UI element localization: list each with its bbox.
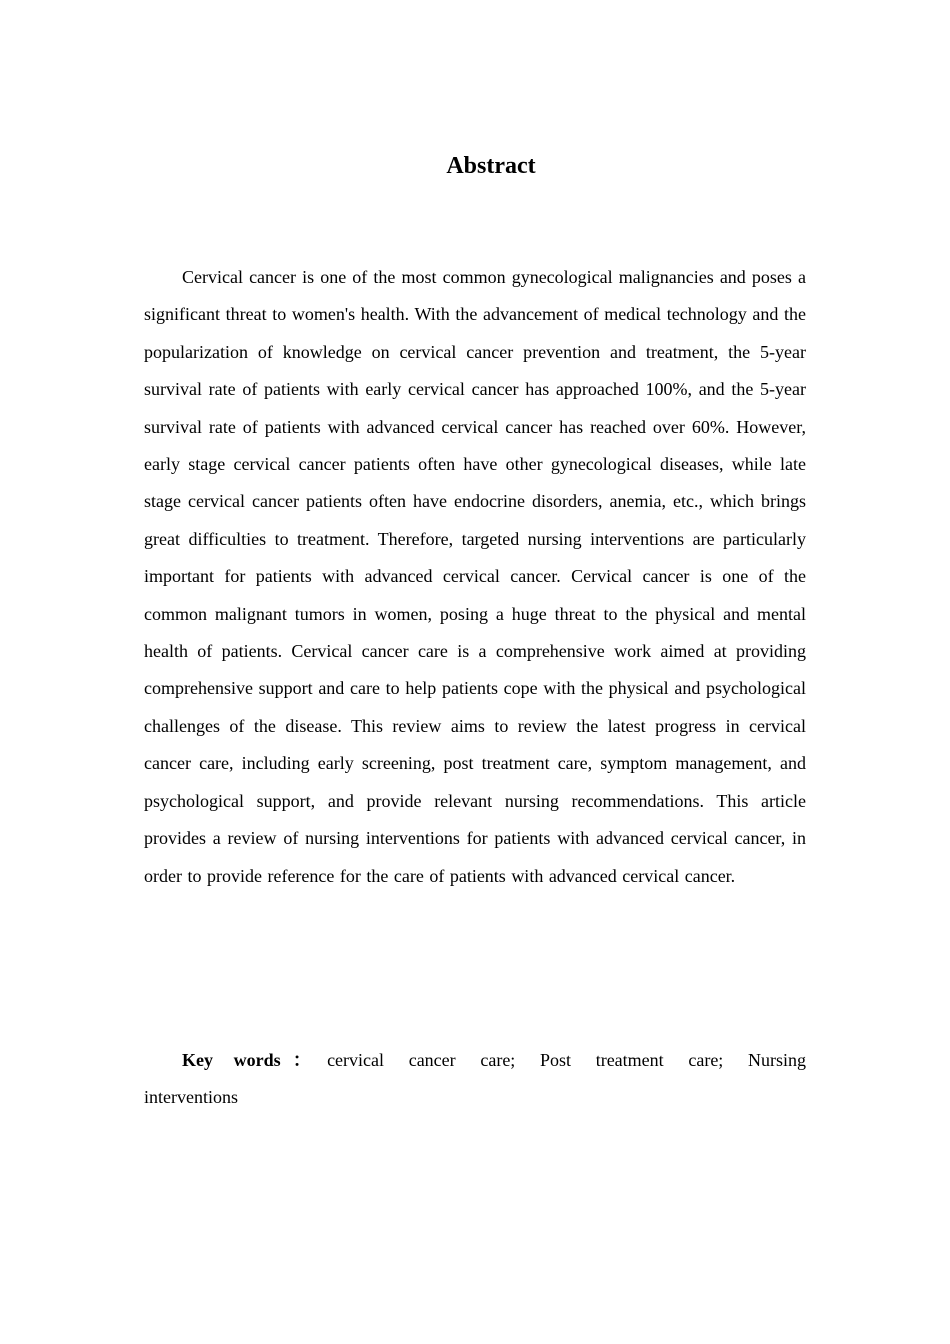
- keywords-values: cervical cancer care; Post treatment care; Nursing interventions: [144, 1050, 806, 1108]
- abstract-title: Abstract: [446, 153, 536, 179]
- keywords-line: [144, 1042, 806, 1117]
- abstract-body: Cervical cancer is one of the most common gynecological malignancies and poses a significant threat to women's health. With the advancement of medical technology and the popularization of knowledge on cervical cancer prevention and treatment, the 5-year survival rate of patients with early cervical cancer has approached 100%, and the 5-year survival rate of patients with advanced cervical cancer has reached over 60%. However, early stage cervical cancer patients often have other gynecological diseases, while late stage cervical cancer patients often have endocrine disorders, anemia, etc., which brings great difficulties to treatment. Therefore, targeted nursing interventions are particularly important for patients with advanced cervical cancer. Cervical cancer is one of the common malignant tumors in women, posing a huge threat to the physical and mental health of patients. Cervical cancer care is a comprehensive work aimed at providing comprehensive support and care to help patients cope with the physical and psychological challenges of the disease. This review aims to review the latest progress in cervical cancer care, including early screening, post treatment care, symptom management, and psychological support, and provide relevant nursing recommendations. This article provides a review of nursing interventions for patients with advanced cervical cancer, in order to provide reference for the care of patients with advanced cervical cancer.: [144, 267, 806, 886]
- keywords-separator: ：: [286, 1050, 318, 1070]
- keywords-label: Key words: [182, 1050, 281, 1070]
